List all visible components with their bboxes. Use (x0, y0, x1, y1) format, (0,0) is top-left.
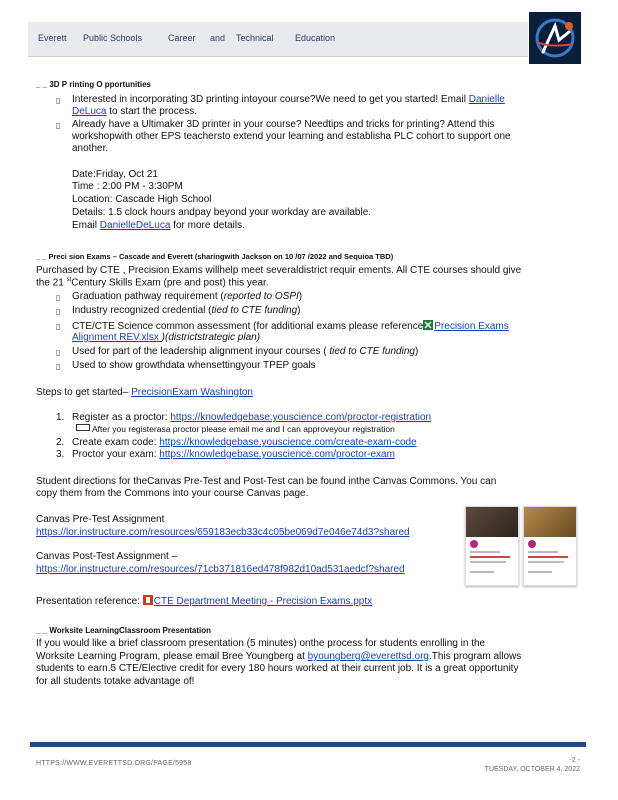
workshop-email-line (72, 220, 245, 231)
step-1 (72, 412, 431, 423)
directions-line-1: Student directions for theCanvas Pre-Test and Post-Test can be found inthe Canvas Commons. You can (36, 476, 497, 487)
footer-divider (30, 742, 586, 747)
printing-bullet-2-line-1: Already have a Ultimaker 3D printer in your course? Needtips and tricks for printing? Attend this (72, 119, 495, 130)
precisionexam-washington-link[interactable]: PrecisionExam Washington (131, 387, 253, 398)
worksite-line-2-tail: .This program allows (428, 651, 522, 662)
email-label: Email (72, 220, 100, 231)
precision-bullet-3-line-2 (72, 332, 260, 343)
b3-text: CTE/CTE Science common assessment (for additional exams please reference (72, 321, 424, 332)
alignment-rev-link[interactable]: Alignment REV.xlsx (72, 332, 162, 343)
bullet-marker: ▯ (56, 121, 61, 130)
thumbnail-text-line (470, 571, 494, 573)
b1-close: ) (298, 291, 303, 302)
presentation-reference-label: Presentation reference: (36, 596, 143, 607)
step-3-number: 3. (56, 449, 65, 460)
precision-bullet-2 (72, 305, 300, 316)
intro-text-a: the 21 (36, 277, 67, 289)
proctor-registration-link[interactable]: https://knowledgebase.youscience.com/proctor-registration (170, 412, 432, 423)
header-word-career: Career (168, 33, 196, 43)
header-word-education: Education (295, 33, 336, 43)
printing-bullet-2-line-2: workshopwith other EPS teachersto extend your learning and establisha PLC cohort to support one (72, 131, 511, 142)
bullet-marker: ▯ (56, 293, 61, 302)
precision-bullet-3-line-1 (72, 320, 509, 332)
posttest-link-line (36, 564, 405, 575)
posttest-label: Canvas Post-Test Assignment – (36, 551, 178, 562)
header-word-everett: Everett (38, 33, 67, 43)
b4-close: ) (414, 346, 419, 357)
precision-intro-line-2 (36, 277, 269, 288)
thumbnail-badge-icon (528, 540, 536, 548)
pretest-assignment-link[interactable]: https://lor.instructure.com/resources/659183ecb33c4c05be069d7e046e74d3?shared (36, 527, 410, 538)
step-1-number: 1. (56, 412, 65, 423)
canvas-commons-thumbnail-posttest[interactable] (523, 506, 577, 586)
thumbnail-text-line (528, 571, 552, 573)
section-heading-worksite-learning: _ _ Worksite LearningClassroom Presentation (36, 626, 212, 635)
header-word-and: and (210, 33, 226, 43)
thumbnail-text-line (470, 561, 506, 563)
workshop-date: Date:Friday, Oct 21 (72, 169, 158, 180)
byoungberg-email-link[interactable]: byoungberg@everettsd.org (307, 651, 429, 662)
directions-line-2: copy them from the Commons into your course Canvas page. (36, 488, 309, 499)
b2-text: Industry recognized credential ( (72, 305, 212, 316)
step-1-sub-text: After you registerasa proctor please email me and I can approveyour registration (92, 424, 395, 434)
printing-bullet-1-line-1 (72, 94, 505, 105)
precision-exams-alignment-link[interactable]: Precision Exams (434, 321, 509, 332)
step-2 (72, 437, 417, 448)
section-heading-precision-exams: _ _ Preci sion Exams – Cascade and Everett (sharingwith Jackson on 10 /07 /2022 and Sequioa TBD) (36, 252, 394, 261)
presentation-pptx-link[interactable]: CTE Department Meeting - Precision Exams.pptx (153, 596, 373, 607)
excel-file-icon (423, 320, 433, 330)
precision-bullet-5: Used to show growthdata whensettingyour TPEP goals (72, 360, 316, 371)
footer-page-number: -2 - (569, 757, 580, 764)
pretest-link-line (36, 527, 410, 538)
step-1-text: Register as a proctor: (72, 412, 171, 423)
step-3 (72, 449, 395, 460)
printing-bullet-2-line-3: another. (72, 143, 109, 154)
printing-bullet-1-line-2 (72, 106, 197, 117)
footer-date: TUESDAY, OCTOBER 4, 2022 (484, 766, 580, 773)
thumbnail-text-line (528, 556, 568, 558)
b3-italic: )(districtstrategic plan) (161, 332, 261, 343)
step-2-text: Create exam code: (72, 437, 160, 448)
bullet-marker: ▯ (56, 362, 61, 371)
b2-close: ) (297, 305, 301, 316)
danielle-link[interactable]: Danielle (468, 94, 505, 105)
steps-line (36, 387, 253, 398)
b4-text: Used for part of the leadership alignment inyour courses ( (72, 346, 330, 357)
district-logo (529, 12, 581, 64)
section-heading-3d-printing: _ _ 3D P rinting O pportunities (36, 80, 151, 89)
bullet-marker: ▯ (56, 96, 61, 105)
header-word-technical: Technical (236, 33, 274, 43)
footer-page-info (485, 756, 580, 774)
bullet-marker: ▯ (56, 322, 61, 331)
step-3-text: Proctor your exam: (72, 449, 160, 460)
workshop-time: Time : 2:00 PM - 3:30PM (72, 181, 183, 192)
precision-intro-line-1: Purchased by CTE , Precision Exams willhelp meet severaldistrict requir ements. All CTE courses should give (36, 265, 522, 276)
b1-text: Graduation pathway requirement ( (72, 291, 224, 302)
worksite-line-2-text: Worksite Learning Program, please email Bree Youngberg at (36, 651, 308, 662)
worksite-line-2 (36, 651, 521, 662)
printing-bullet-1-text: Interested in incorporating 3D printing intoyour course?We need to get you started! Email (72, 94, 469, 105)
precision-bullet-4 (72, 346, 418, 357)
b2-italic: tied to CTE funding (211, 305, 298, 316)
proctor-exam-link[interactable]: https://knowledgebase.youscience.com/proctor-exam (159, 449, 395, 460)
bullet-marker: ▯ (56, 348, 61, 357)
thumbnail-text-line (528, 551, 558, 553)
page-header (28, 22, 528, 57)
header-word-public-schools: Public Schools (83, 33, 143, 43)
thumbnail-image (524, 507, 576, 537)
intro-text-b: Century Skills Exam (pre and post) this year. (71, 277, 269, 289)
workshop-details: Details: 1.5 clock hours andpay beyond your workday are available. (72, 207, 372, 218)
thumbnail-badge-icon (470, 540, 478, 548)
create-exam-code-link[interactable]: https://knowledgebase.youscience.com/create-exam-code (159, 437, 417, 448)
thumbnail-text-line (470, 551, 500, 553)
intro-superscript: st (66, 277, 72, 283)
canvas-commons-thumbnail-pretest[interactable] (465, 506, 519, 586)
pretest-label: Canvas Pre-Test Assignment (36, 514, 165, 525)
step-1-sub (76, 424, 395, 434)
presentation-reference-line (36, 595, 372, 607)
worksite-line-4: for all students totake advantage of! (36, 676, 195, 687)
thumbnail-text-line (470, 556, 510, 558)
b1-italic: reported to OSPI (223, 291, 299, 302)
step-2-number: 2. (56, 437, 65, 448)
worksite-line-3: students to earn.5 CTE/Elective credit for every 180 hours worked at their current job. It is a great opportunity (36, 663, 519, 674)
workshop-location: Location: Cascade High School (72, 194, 212, 205)
precision-bullet-1 (72, 291, 302, 302)
thumbnail-image (466, 507, 518, 537)
posttest-assignment-link[interactable]: https://lor.instructure.com/resources/71cb371816ed478f982d10ad531aedcf?shared (36, 564, 405, 575)
email-tail: for more details. (170, 220, 245, 231)
steps-label: Steps to get started– (36, 387, 132, 398)
printing-bullet-1-tail: to start the process. (106, 106, 198, 117)
bullet-marker: ▯ (56, 307, 61, 316)
powerpoint-file-icon (143, 595, 153, 605)
deluca-link[interactable]: DeLuca (72, 106, 107, 117)
danielledeluca-link[interactable]: DanielleDeLuca (99, 220, 171, 231)
thumbnail-text-line (528, 561, 564, 563)
checkbox-icon (76, 424, 90, 431)
footer-url[interactable]: HTTPS://WWW.EVERETTSD.ORG/PAGE/5958 (36, 760, 192, 767)
b4-italic: tied to CTE funding (329, 346, 415, 357)
worksite-line-1: If you would like a brief classroom presentation (5 minutes) onthe process for students enrolling in the (36, 638, 486, 649)
